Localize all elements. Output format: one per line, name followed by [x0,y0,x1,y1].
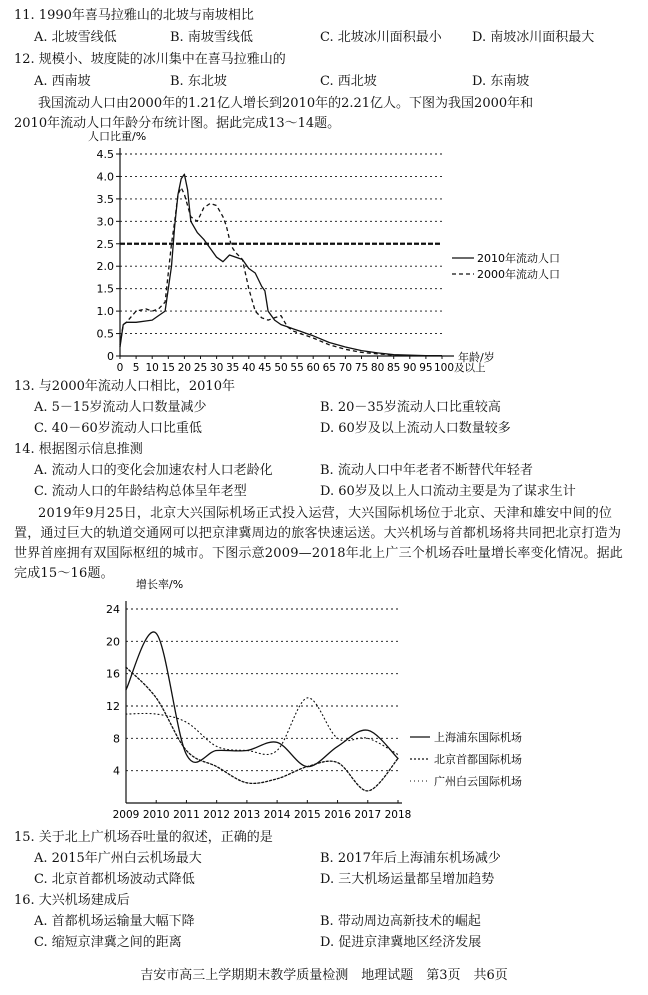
q13-options-row-1 [0,398,648,418]
q14-options-row-1 [0,461,648,481]
chart2-y-label: 增长率/% [136,578,184,591]
chart1-x-tick-label: 30 [209,362,224,374]
airport-growth-chart [0,575,648,825]
chart2-legend [410,730,522,788]
chart2-x-tick-label: 2015 [293,809,321,821]
q15-stem: 15. 关于北上广机场吞吐量的叙述，正确的是 [14,830,273,845]
legend-capital-label: 北京首都国际机场 [434,753,522,766]
q16-options-row-1 [0,912,648,932]
chart1-x-tick-label: 20 [177,362,192,374]
chart1-y-tick-label: 0 [107,350,114,363]
q16-option-d[interactable]: D. 促进京津冀地区经济发展 [320,935,482,950]
q16-stem: 16. 大兴机场建成后 [14,893,130,908]
chart2-y-tick-label: 12 [106,700,120,713]
q12-option-d[interactable]: D. 东南坡 [472,74,530,89]
chart1-x-tick-label: 60 [306,362,320,374]
q11-option-a[interactable]: A. 北坡雪线低 [34,30,117,45]
page-footer: 吉安市高三上学期期末教学质量检测 地理试题 第3页 共6页 [140,968,508,983]
chart2-x-tick-label: 2009 [112,809,140,821]
chart1-x-tick-label: 40 [242,362,256,374]
q12-option-a[interactable]: A. 西南坡 [34,74,91,89]
chart1-x-tick-label: 80 [370,362,385,374]
chart1-x-tick-label: 0 [116,362,124,374]
q11-stem: 11. 1990年喜马拉雅山的北坡与南坡相比 [14,8,254,23]
chart2-axes [126,601,402,803]
chart1-x-tick-label: 90 [403,362,417,374]
chart2-y-tick-label: 16 [106,667,120,681]
chart2-y-tick-label: 24 [106,603,120,616]
chart2-x-tick-label: 2011 [173,809,200,821]
chart1-x-tick-label: 15 [161,362,175,374]
q16-options-row-2 [0,933,648,953]
chart1-x-tick-label: 70 [338,362,353,374]
q15-options-row-2 [0,870,648,890]
chart2-y-tick-label: 8 [113,732,120,746]
chart1-y-tick-label: 0.5 [96,327,114,341]
chart1-y-ticks [97,148,115,363]
series-2000-line [120,188,442,356]
series-pudong-line [126,632,398,767]
q12-stem: 12. 规模小、坡度陡的冰川集中在喜马拉雅山的 [14,52,286,67]
question-13 [0,377,648,397]
question-11 [0,6,648,26]
chart2-x-tick-label: 2010 [142,809,170,821]
chart1-y-tick-label: 4.5 [96,148,114,161]
chart2-y-tick-label: 20 [106,635,120,649]
chart1-y-tick-label: 2.0 [96,260,114,274]
chart1-x-tick-label: 25 [193,362,208,374]
q12-options [0,72,648,92]
q15-option-d[interactable]: D. 三大机场运量都呈增加趋势 [320,872,495,887]
q13-options-row-2 [0,419,648,439]
chart2-x-tick-label: 2014 [263,809,291,821]
chart1-y-tick-label: 2.5 [96,237,114,251]
chart2-x-tick-label: 2013 [233,809,261,821]
chart1-x-tick-label: 95 [419,362,433,374]
chart1-series [120,174,442,355]
q14-stem: 14. 根据图示信息推测 [14,442,143,457]
chart1-x-tick-label: 35 [226,362,240,374]
chart1-x-tick-label: 5 [132,362,140,374]
q11-option-b[interactable]: B. 南坡雪线低 [170,30,253,45]
q15-option-c[interactable]: C. 北京首都机场波动式降低 [34,872,195,887]
q13-option-d[interactable]: D. 60岁及以上流动人口数量较多 [320,421,511,436]
q12-option-b[interactable]: B. 东北坡 [170,74,227,89]
intro-2-paragraph: 2019年9月25日，北京大兴国际机场正式投入运营，大兴国际机场位于北京、天津和雄安中间的位置，通过巨大的轨道交通网可以把京津冀周边的旅客快速运送。大兴机场与首都机场将共同把北京打造为世界首座拥有双国际枢纽的城市。下图示意2009—2018年北上广三个机场吞吐量增长率变化情况。据此完成15～16题。 [14,506,623,581]
q13-option-c[interactable]: C. 40－60岁流动人口比重低 [34,421,202,436]
question-12 [0,50,648,70]
q13-option-b[interactable]: B. 20－35岁流动人口比重较高 [320,400,501,415]
chart1-axes [116,148,454,359]
q14-option-b[interactable]: B. 流动人口中年老者不断替代年轻者 [320,463,533,478]
legend-2000-label: 2000年流动人口 [477,268,560,281]
chart1-x-tick-label: 55 [290,362,304,374]
chart2-series [126,632,398,791]
chart2-x-tick-label: 2017 [354,809,382,821]
intro-1-text-1: 我国流动人口由2000年的1.21亿人增长到2010年的2.21亿人。下图为我国2000年和 [38,96,534,111]
question-14 [0,440,648,460]
chart2-y-tick-label: 4 [113,764,120,778]
chart1-x-tick-label: 65 [322,362,336,374]
legend-pudong-label: 上海浦东国际机场 [434,731,522,744]
q16-option-c[interactable]: C. 缩短京津冀之间的距离 [34,935,182,950]
chart2-x-tick-label: 2016 [324,809,351,821]
intro-1-line-1 [0,94,648,114]
chart1-grid [120,154,442,334]
chart2-x-tick-label: 2018 [384,809,412,821]
chart1-x-tick-label: 10 [145,362,159,374]
q15-options-row-1 [0,849,648,869]
chart1-x-ticks [117,361,486,374]
q14-option-d[interactable]: D. 60岁及以上人口流动主要是为了谋求生计 [320,484,576,499]
chart2-y-ticks [106,603,120,778]
chart1-y-tick-label: 3.0 [96,215,114,229]
intro-1-text-2: 2010年流动人口年龄分布统计图。据此完成13～14题。 [14,116,341,131]
q11-option-d[interactable]: D. 南坡冰川面积最大 [472,30,595,45]
legend-2010-label: 2010年流动人口 [477,252,560,265]
question-16 [0,891,648,911]
q14-options-row-2 [0,482,648,502]
chart2-x-tick-label: 2012 [203,809,231,821]
q13-option-a[interactable]: A. 5－15岁流动人口数量减少 [34,400,207,415]
chart1-x-tick-label: 50 [274,362,288,374]
chart1-x-label: 年龄/岁 [458,351,495,364]
age-distribution-chart [0,128,648,378]
chart2-grid [126,609,398,771]
chart1-x-tick-label: 75 [354,362,369,374]
chart1-y-tick-label: 1.0 [96,305,114,319]
q13-stem: 13. 与2000年流动人口相比，2010年 [14,379,235,394]
q15-option-b[interactable]: B. 2017年后上海浦东机场减少 [320,851,501,866]
series-capital-line [126,667,398,791]
chart1-x-tick-label: 45 [258,362,272,374]
q14-option-c[interactable]: C. 流动人口的年龄结构总体呈年老型 [34,484,247,499]
chart1-x-tick-label: 85 [387,362,401,374]
q15-option-a[interactable]: A. 2015年广州白云机场最大 [34,851,202,866]
q14-option-a[interactable]: A. 流动人口的变化会加速农村人口老龄化 [34,463,273,478]
q12-option-c[interactable]: C. 西北坡 [320,74,377,89]
chart2-x-ticks [113,809,412,821]
question-15 [0,828,648,848]
chart1-y-tick-label: 3.5 [96,192,114,206]
chart1-x-tick-label: 100及以上 [434,362,486,374]
series-2010-line [120,174,442,355]
chart1-legend [452,251,560,281]
q16-option-b[interactable]: B. 带动周边高新技术的崛起 [320,914,481,929]
chart1-y-label: 人口比重/% [88,130,147,143]
q11-options [0,28,648,48]
legend-baiyun-label: 广州白云国际机场 [434,775,522,788]
chart1-y-tick-label: 4.0 [96,170,114,184]
q16-option-a[interactable]: A. 首都机场运输量大幅下降 [34,914,195,929]
q11-option-c[interactable]: C. 北坡冰川面积最小 [320,30,442,45]
chart1-y-tick-label: 1.5 [96,282,114,296]
